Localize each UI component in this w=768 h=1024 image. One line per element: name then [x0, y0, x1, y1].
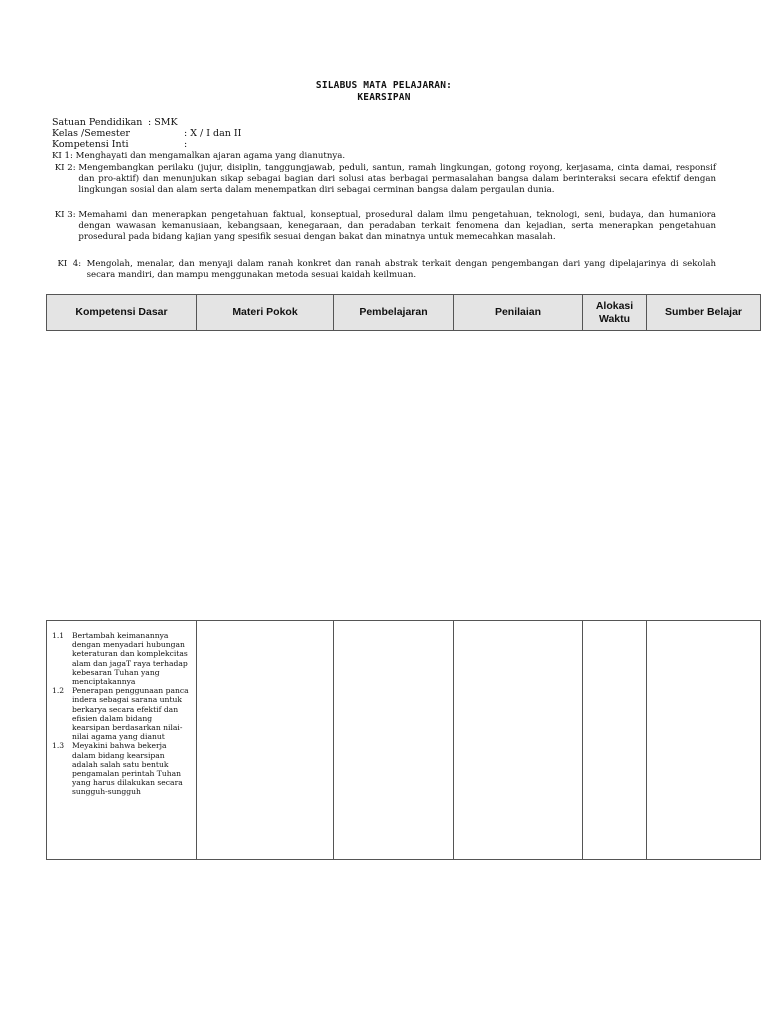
ki-2-code: KI 2:	[52, 163, 79, 173]
header-pembelajaran: Pembelajaran	[334, 295, 454, 331]
ki-2	[52, 163, 716, 196]
ki-3-code: KI 3:	[52, 210, 79, 220]
meta-ki	[52, 139, 187, 150]
meta-kelas	[52, 128, 241, 139]
ki-2-text: Mengembangkan perilaku (jujur, disiplin, tanggungjawab, peduli, santun, ramah lingkungan, gotong royong, kerjasama, cinta damai, responsif dan pro-aktif) dan menunjukan sikap sebagai bagian dari solusi atas berbagai permasalahan bangsa dalam berinteraksi secara efektif dengan lingkungan sosial dan alam serta dalam menempatkan diri sebagai cerminan bangsa dalam pergaulan dunia.	[78, 163, 716, 195]
ki-4-code: KI 4:	[52, 259, 87, 269]
meta-satuan-label: Satuan Pendidikan	[52, 117, 143, 128]
header-kompetensi-dasar: Kompetensi Dasar	[47, 295, 197, 331]
ki-3-text: Memahami dan menerapkan pengetahuan faktual, konseptual, prosedural dalam ilmu pengetahuan, teknologi, seni, budaya, dan humaniora dengan wawasan kemanusiaan, kebangsaan, kenegaraan, dan peradaban terkait fenomena dan kejadian, serta menerapkan pengetahuan prosedural pada bidang kajian yang spesifik sesuai dengan bakat dan minatnya untuk memecahkan masalah.	[78, 210, 716, 242]
ki-1	[52, 151, 716, 162]
kd-number: 1.2	[52, 686, 65, 696]
ki-3	[52, 210, 716, 243]
kd-number: 1.1	[52, 631, 65, 640]
meta-satuan	[52, 117, 178, 128]
list-item	[52, 686, 192, 741]
kd-number: 1.3	[52, 741, 65, 751]
meta-ki-value: :	[184, 139, 188, 150]
penilaian-cell	[454, 621, 583, 860]
materi-pokok-cell	[197, 621, 334, 860]
header-penilaian: Penilaian	[454, 295, 583, 331]
silabus-body-table	[46, 620, 761, 860]
document-title: SILABUS MATA PELAJARAN:	[315, 80, 453, 91]
list-item	[52, 741, 192, 796]
kompetensi-dasar-cell	[47, 621, 197, 860]
alokasi-waktu-cell	[583, 621, 647, 860]
list-item	[52, 631, 192, 686]
meta-kelas-label: Kelas /Semester	[52, 128, 130, 139]
kd-text: Penerapan penggunaan panca indera sebagai sarana untuk berkarya secara efektif dan efisien dalam bidang kearsipan berdasarkan nilai-nilai agama yang dianut	[72, 686, 189, 742]
pembelajaran-cell	[334, 621, 454, 860]
ki-4-text: Mengolah, menalar, dan menyaji dalam ranah konkret dan ranah abstrak terkait dengan pengembangan dari yang dipelajarinya di sekolah secara mandiri, dan mampu menggunakan metoda sesuai kaidah keilmuan.	[86, 259, 716, 280]
header-sumber-belajar: Sumber Belajar	[647, 295, 761, 331]
meta-kelas-value: : X / I dan II	[184, 128, 242, 139]
sumber-belajar-cell	[647, 621, 761, 860]
kd-text: Bertambah keimanannya dengan menyadari hubungan keteraturan dan komplekcitas alam dan jagaT raya terhadap kebesaran Tuhan yang menciptakannya	[72, 631, 188, 687]
header-alokasi-waktu: Alokasi Waktu	[583, 295, 647, 331]
header-materi-pokok: Materi Pokok	[197, 295, 334, 331]
ki-4	[52, 259, 716, 281]
silabus-header-table	[46, 294, 761, 331]
table-row	[47, 621, 761, 860]
meta-ki-label: Kompetensi Inti	[52, 139, 129, 150]
ki-1-code: KI 1:	[52, 151, 76, 161]
kd-text: Meyakini bahwa bekerja dalam bidang kearsipan adalah salah satu bentuk pengamalan perintah Tuhan yang harus dilakukan secara sungguh-sungguh	[72, 741, 183, 797]
meta-satuan-value: : SMK	[148, 117, 178, 128]
ki-1-text: Menghayati dan mengamalkan ajaran agama yang dianutnya.	[75, 151, 346, 161]
document-subtitle: KEARSIPAN	[357, 92, 411, 103]
